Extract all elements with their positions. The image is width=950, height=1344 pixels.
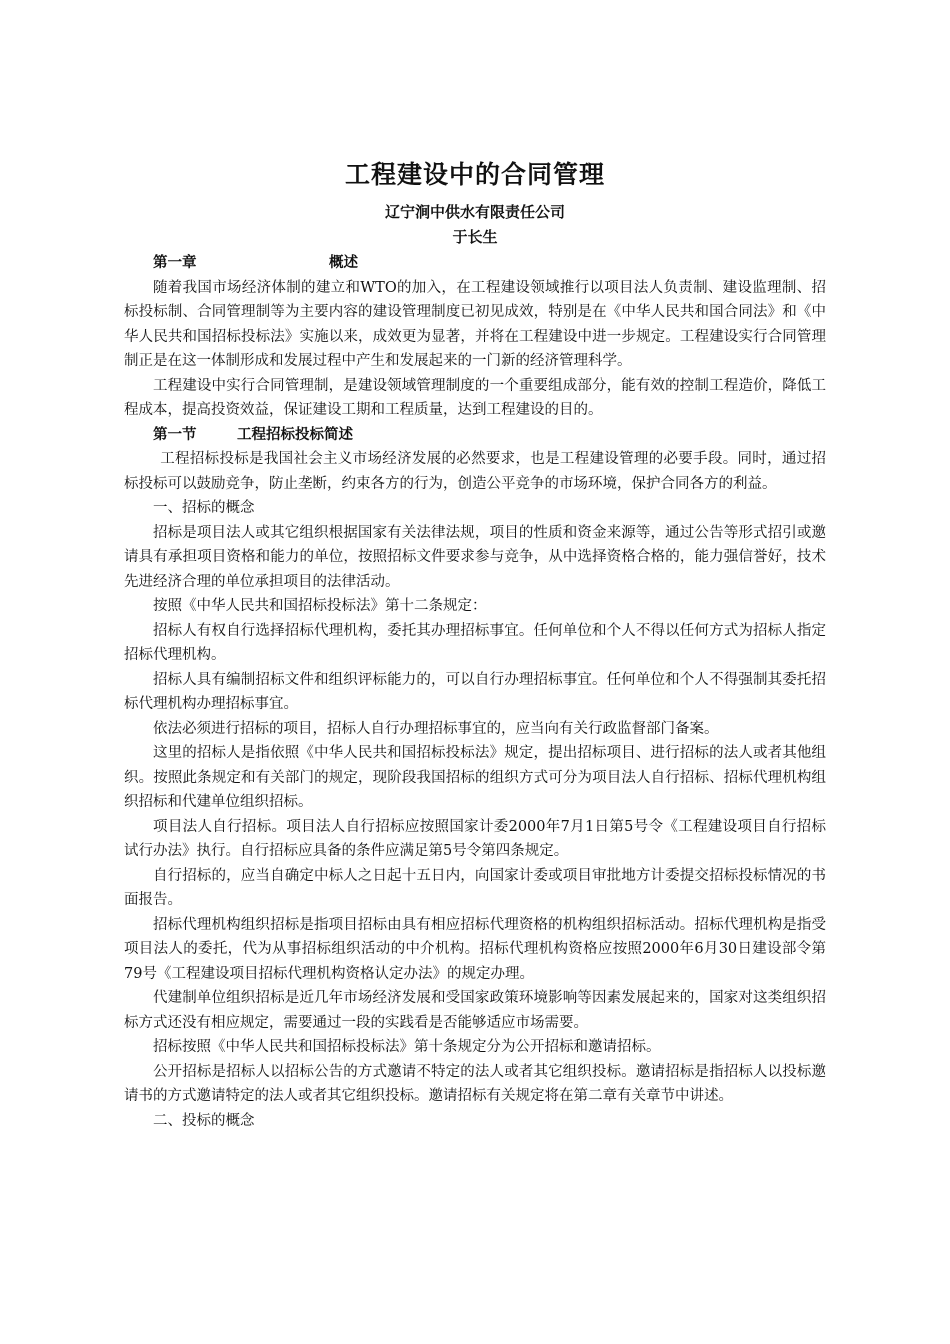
author-name: 于长生: [452, 228, 498, 246]
paragraph: 工程建设中实行合同管理制，是建设领域管理制度的一个重要组成部分，能有效的控制工程造价，降低工程成本，提高投资效益，保证建设工期和工程质量，达到工程建设的目的。: [124, 377, 826, 418]
paragraph: 招标按照《中华人民共和国招标投标法》第十条规定分为公开招标和邀请招标。: [153, 1039, 661, 1055]
section-number: 第一节: [153, 426, 197, 443]
chapter-number: 第一章: [153, 255, 197, 271]
document-title: 工程建设中的合同管理: [344, 160, 605, 189]
paragraph: 招标人有权自行选择招标代理机构，委托其办理招标事宜。任何单位和个人不得以任何方式为招标人指定招标代理机构。: [124, 622, 826, 663]
paragraph: 招标是项目法人或其它组织根据国家有关法律法规，项目的性质和资金来源等，通过公告等形式招引或邀请具有承担项目资格和能力的单位，按照招标文件要求参与竞争，从中选择资格合格的，能力强信誉好，技术先进经济合理的单位承担项目的法律活动。: [124, 524, 826, 590]
paragraph: 工程招标投标是我国社会主义市场经济发展的必然要求，也是工程建设管理的必要手段。同时，通过招标投标可以鼓励竞争，防止垄断，约束各方的行为，创造公平竞争的市场环境，保护合同各方的利益。: [124, 451, 826, 492]
paragraph: 随着我国市场经济体制的建立和WTO的加入，在工程建设领域推行以项目法人负责制、建设监理制、招标投标制、合同管理制等为主要内容的建设管理制度已初见成效，特别是在《中华人民共和国合同法》和《中华人民共和国招标投标法》实施以来，成效更为显著，并将在工程建设中进一步规定。工程建设实行合同管理制正是在这一体制形成和发展过程中产生和发展起来的一门新的经济管理科学。: [124, 279, 826, 369]
paragraph: 这里的招标人是指依照《中华人民共和国招标投标法》规定，提出招标项目、进行招标的法人或者其他组织。按照此条规定和有关部门的规定，现阶段我国招标的组织方式可分为项目法人自行招标、招标代理机构组织招标和代建单位组织招标。: [124, 745, 826, 810]
paragraph: 招标代理机构组织招标是指项目招标由具有相应招标代理资格的机构组织招标活动。招标代理机构是指受项目法人的委托，代为从事招标组织活动的中介机构。招标代理机构资格应按照2000年6月30日建设部令第79号《工程建设项目招标代理机构资格认定办法》的规定办理。: [124, 916, 826, 982]
organization-name: 辽宁涧中供水有限责任公司: [384, 203, 565, 221]
paragraph: 依法必须进行招标的项目，招标人自行办理招标事宜的，应当向有关行政监督部门备案。: [153, 720, 719, 737]
chapter-heading: [124, 251, 826, 276]
document-body: [124, 251, 826, 1133]
paragraph: 招标人具有编制招标文件和组织评标能力的，可以自行办理招标事宜。任何单位和个人不得强制其委托招标代理机构办理招标事宜。: [124, 671, 826, 712]
paragraph: 公开招标是招标人以招标公告的方式邀请不特定的法人或者其它组织投标。邀请招标是指招标人以投标邀请书的方式邀请特定的法人或者其它组织投标。邀请招标有关规定将在第二章有关章节中讲述。: [124, 1063, 826, 1104]
paragraph: 项目法人自行招标。项目法人自行招标应按照国家计委2000年7月1日第5号令《工程建设项目自行招标试行办法》执行。自行招标应具备的条件应满足第5号令第四条规定。: [124, 818, 826, 859]
subheading-concept-of-tendering: 一、招标的概念: [153, 500, 255, 516]
section-name: 工程招标投标简述: [237, 426, 353, 443]
paragraph: 自行招标的，应当自确定中标人之日起十五日内，向国家计委或项目审批地方计委提交招标投标情况的书面报告。: [124, 867, 826, 908]
section-heading: [124, 423, 826, 448]
subheading-concept-of-bidding: 二、投标的概念: [153, 1112, 255, 1129]
paragraph: 按照《中华人民共和国招标投标法》第十二条规定：: [153, 598, 487, 614]
chapter-name: 概述: [329, 255, 358, 271]
paragraph: 代建制单位组织招标是近几年市场经济发展和受国家政策环境影响等因素发展起来的，国家对这类组织招标方式还没有相应规定，需要通过一段的实践看是否能够适应市场需要。: [124, 990, 826, 1031]
